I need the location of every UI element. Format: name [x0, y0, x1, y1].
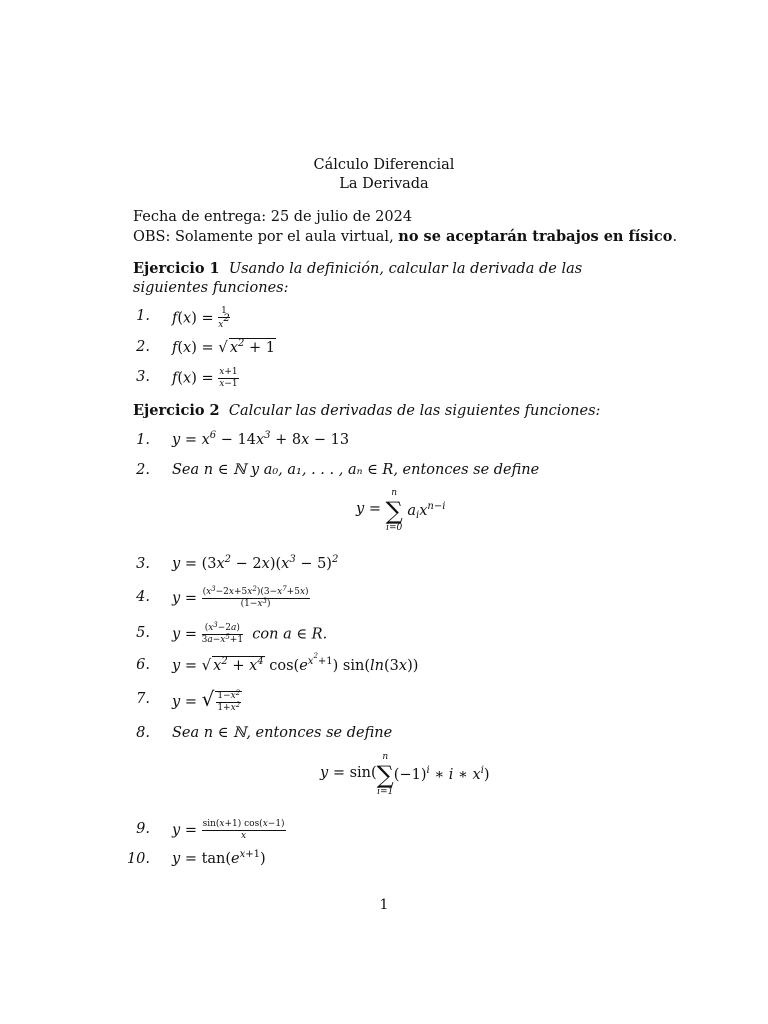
title-block: [0, 156, 768, 194]
sum-definition-2: y = sin( n ∑ i=1 $(-1)^i$ ∗ i ∗ $x^i$): [320, 752, 490, 797]
formula: y = $\frac{(x^3-2x+5x^2)(3-x^7+5x)}{(1-x^3)}$: [172, 585, 309, 609]
item-number: 4.: [136, 589, 150, 605]
formula: f(x) = √ $x^2 + 1$: [172, 338, 275, 356]
item-number: 10.: [126, 851, 150, 867]
topic-title: La Derivada: [339, 176, 429, 192]
due-date: 25 de julio de 2024: [270, 209, 413, 225]
formula: $y = (3x^2 - 2x)(x^3 - 5)^2$: [172, 554, 339, 572]
exercise-1-instruction: Usando la definición, calcular la derivada de las siguientes funciones:: [133, 261, 583, 296]
item-number: 2.: [136, 339, 150, 355]
obs-suffix: .: [672, 229, 678, 245]
exercise-2-label: Ejercicio 2: [133, 402, 220, 419]
item-number: 6.: [136, 657, 150, 673]
exercise-2-instruction: Calcular las derivadas de las siguientes funciones:: [228, 403, 601, 419]
sum-definition-1: y = n ∑ i=0 $a_ix^{n-i}$: [356, 488, 446, 533]
page-number: 1: [379, 897, 389, 913]
item-number: 1.: [136, 308, 150, 324]
item-number: 8.: [136, 725, 150, 741]
item-text: Sea n ∈ ℕ, entonces se define: [172, 725, 393, 741]
exercise-1-heading: [133, 259, 643, 298]
item-number: 5.: [136, 625, 150, 641]
due-label: Fecha de entrega:: [133, 209, 267, 225]
formula: y = √ $\frac{1-x^2}{1+x^2}$: [172, 687, 241, 713]
obs-bold: no se aceptarán trabajos en físico: [398, 228, 673, 245]
item-number: 2.: [136, 462, 150, 478]
item-number: 7.: [136, 691, 150, 707]
formula: $y = x^6 - 14x^3 + 8x - 13$: [172, 430, 350, 448]
item-suffix: con a ∈ R.: [252, 626, 328, 643]
exercise-2-heading: [133, 401, 643, 421]
item-number: 3.: [136, 556, 150, 572]
item-number: 3.: [136, 369, 150, 385]
item-number: 1.: [136, 432, 150, 448]
meta-block: [133, 208, 677, 247]
obs-line: [133, 227, 677, 247]
item-number: 9.: [136, 821, 150, 837]
formula: f(x) = $\frac{x+1}{x-1}$: [172, 367, 238, 389]
exercise-1-label: Ejercicio 1: [133, 260, 220, 277]
obs-prefix: OBS: Solamente por el aula virtual,: [133, 229, 394, 245]
item-text: Sea n ∈ ℕ y a₀, a₁, . . . , aₙ ∈ R, entonces se define: [172, 462, 540, 478]
formula: y = √ $x^2 + x^4$ $\cos(e^{x^2+1})$ sin(ln(3x)): [172, 652, 419, 674]
course-title: Cálculo Diferencial: [313, 157, 455, 173]
formula: y = $\frac{(x^3-2a)}{3a-x^5+1}$ con a ∈ R.: [172, 621, 328, 645]
formula: $y = \tan(e^{x+1})$: [172, 849, 266, 867]
formula: y = $\frac{\sin(x+1) \cos(x-1)}{x}$: [172, 819, 285, 841]
formula: f(x) = $\frac{1}{x^2}$: [172, 306, 230, 330]
due-date-line: [133, 208, 677, 227]
